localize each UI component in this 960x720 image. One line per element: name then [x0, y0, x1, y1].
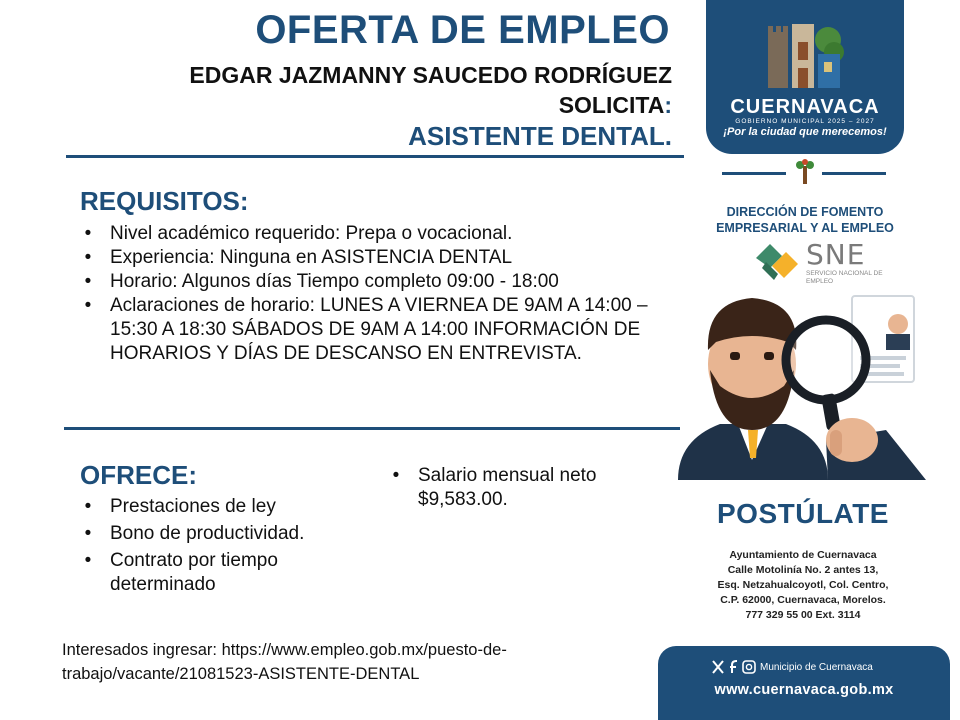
list-item: [386, 464, 656, 512]
list-item-text: Experiencia: Ninguna en ASISTENCIA DENTAL: [110, 247, 513, 268]
address-line: Calle Motolinía No. 2 antes 13,: [727, 564, 879, 576]
position-title: ASISTENTE DENTAL.: [408, 121, 672, 151]
list-item-text: Horario: Algunos días Tiempo completo 09:00 - 18:00: [110, 271, 559, 292]
bullet: •: [84, 496, 92, 517]
salary-list: [386, 464, 656, 512]
list-item-text: Bono de productividad.: [110, 523, 305, 544]
city-name: CUERNAVACA: [730, 96, 880, 118]
solicita-colon: :: [664, 92, 672, 118]
employer-name: EDGAR JAZMANNY SAUCEDO RODRÍGUEZ: [189, 62, 672, 88]
city-slogan: ¡Por la ciudad que merecemos!: [723, 126, 887, 138]
bullet: •: [392, 465, 400, 486]
requisitos-heading: REQUISITOS:: [80, 186, 249, 216]
requisitos-list: [78, 222, 668, 366]
city-emblem-icon: [762, 18, 848, 94]
x-twitter-icon: [713, 661, 723, 673]
postulate-cta: POSTÚLATE: [717, 498, 889, 529]
gobierno-period: GOBIERNO MUNICIPAL 2025 – 2027: [735, 118, 875, 125]
solicita-label: [300, 90, 672, 120]
list-item: [78, 549, 368, 597]
address-line: 777 329 55 00 Ext. 3114: [745, 609, 861, 621]
ornament-line-right: [822, 172, 886, 175]
facebook-icon: [730, 661, 737, 673]
list-item-text: Aclaraciones de horario: LUNES A VIERNEA DE 9AM A 14:00 – 15:30 A 18:30 SÁBADOS DE 9AM A 14:00 INFORMACIÓN DE HORARIOS Y DÍAS DE DESCANSO EN ENTREVISTA.: [110, 295, 648, 364]
list-item: [78, 294, 668, 366]
ornament-line-left: [722, 172, 786, 175]
solicita-text: SOLICITA: [558, 92, 665, 118]
list-item-text: Nivel académico requerido: Prepa o vocacional.: [110, 223, 513, 244]
application-link-text: Interesados ingresar: https://www.empleo.gob.mx/puesto-de-trabajo/vacante/21081523-ASISTENTE-DENTAL: [62, 641, 507, 683]
social-icons: [712, 660, 756, 674]
website-link[interactable]: www.cuernavaca.gob.mx: [714, 682, 894, 698]
address-line: Esq. Netzahualcoyotl, Col. Centro,: [717, 579, 889, 591]
bullet: •: [84, 247, 92, 268]
list-item: [78, 522, 368, 546]
direccion-title: DIRECCIÓN DE FOMENTO EMPRESARIAL Y AL EMPLEO: [716, 205, 894, 235]
instagram-icon: [743, 661, 755, 673]
list-item: [78, 495, 368, 519]
sne-subtitle: SERVICIO NACIONAL DE EMPLEO: [806, 270, 883, 285]
address-block: [680, 548, 926, 623]
list-item: [78, 222, 668, 246]
section-divider: [64, 427, 680, 430]
list-item: [78, 270, 668, 294]
ornament-plant-icon: [792, 158, 818, 186]
job-offer-title: OFERTA DE EMPLEO: [255, 8, 670, 52]
social-handle: Municipio de Cuernavaca: [760, 662, 873, 673]
address-line: Ayuntamiento de Cuernavaca: [729, 549, 877, 561]
header-divider: [66, 155, 684, 158]
list-item-text: Prestaciones de ley: [110, 496, 276, 517]
recruiter-illustration: [676, 290, 936, 486]
ofrece-list: [78, 495, 368, 597]
salary-text: Salario mensual neto $9,583.00.: [418, 465, 597, 510]
bullet: •: [84, 523, 92, 544]
handshake-icon: [752, 236, 802, 286]
list-item-text: Contrato por tiempo determinado: [110, 550, 278, 595]
ofrece-heading: OFRECE:: [80, 460, 197, 490]
bullet: •: [84, 295, 92, 316]
bullet: •: [84, 550, 92, 571]
address-line: C.P. 62000, Cuernavaca, Morelos.: [720, 594, 886, 606]
sne-logo-text: SNE: [806, 238, 866, 271]
bullet: •: [84, 271, 92, 292]
bullet: •: [84, 223, 92, 244]
list-item: [78, 246, 668, 270]
